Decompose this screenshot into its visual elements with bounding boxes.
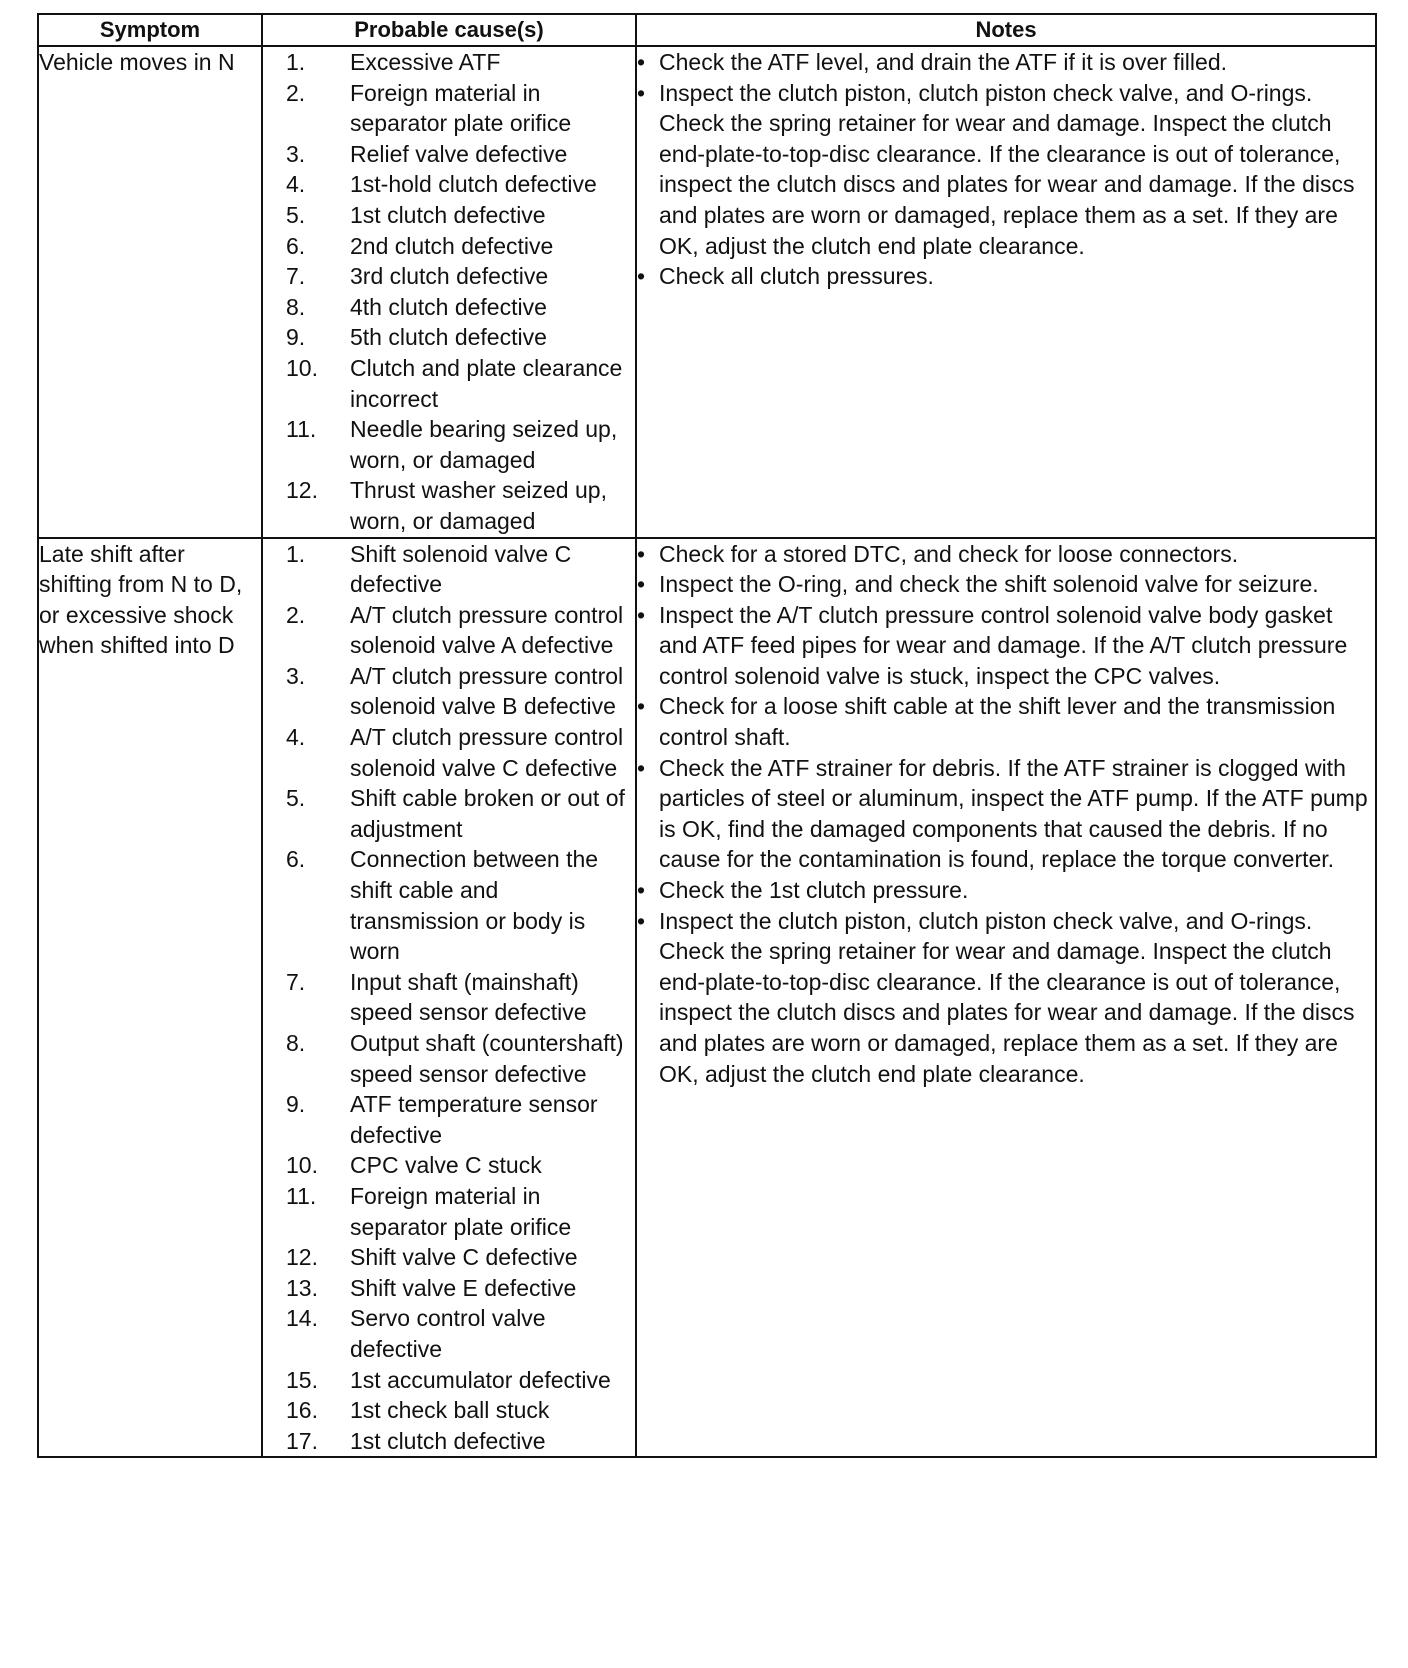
cause-text: CPC valve C stuck [350,1152,542,1179]
cause-text: A/T clutch pressure control solenoid valve A defective [350,601,624,659]
cause-number: 5. [286,201,306,228]
cause-item [263,722,635,783]
cause-text: Servo control valve defective [350,1305,546,1362]
cause-number: 8. [286,1030,306,1056]
bullet-icon: • [637,754,646,781]
cause-item [263,139,635,170]
cause-text: 5th clutch defective [350,324,547,351]
note-item [637,47,1375,78]
cause-number: 14. [286,1305,318,1332]
cause-number: 6. [286,846,306,873]
cause-item [263,353,635,414]
cause-text: 1st-hold clutch defective [350,171,597,198]
note-item [637,261,1375,292]
note-text: Inspect the O-ring, and check the shift solenoid valve for seizure. [659,571,1319,598]
cause-number: 4. [286,724,306,751]
cause-text: 1st clutch defective [350,1427,546,1454]
cause-number: 10. [286,1152,318,1179]
cause-item [263,661,635,722]
cause-item [263,1303,635,1364]
cause-number: 1. [286,49,306,75]
cause-text: Foreign material in separator plate orifice [350,79,572,137]
note-text: Inspect the clutch piston, clutch piston check valve, and O-rings. Check the spring retainer for wear and damage. Inspect the clutch end-plate-to-top-disc clearance. If the clearance is out of tolerance, inspect the clutch discs and plates for wear and damage. If the discs and plates are worn or damaged, replace them as a set. If they are OK, adjust the clutch end plate clearance. [659,907,1355,1087]
cause-text: 4th clutch defective [350,293,547,320]
note-text: Check for a loose shift cable at the shift lever and the transmission control shaft. [659,693,1336,751]
bullet-icon: • [637,49,646,75]
cause-text: Shift valve E defective [350,1274,577,1301]
bullet-icon: • [637,79,646,106]
cause-text: A/T clutch pressure control solenoid valve B defective [350,662,624,720]
header-symptom: Symptom [38,14,262,46]
cause-text: Connection between the shift cable and transmission or body is worn [350,846,599,965]
bullet-icon: • [637,601,646,628]
header-row [38,14,1376,46]
note-text: Inspect the A/T clutch pressure control solenoid valve body gasket and ATF feed pipes for wear and damage. If the A/T clutch pressure control solenoid valve is stuck, inspect the CPC valves. [659,601,1348,689]
cause-text: Clutch and plate clearance incorrect [350,354,623,412]
cause-item [263,600,635,661]
bullet-icon: • [637,263,646,290]
cause-text: 1st clutch defective [350,201,546,228]
cause-text: Shift cable broken or out of adjustment [350,785,625,842]
cause-item [263,261,635,292]
cause-text: 1st accumulator defective [350,1366,611,1393]
notes-list [637,539,1375,1090]
cause-number: 12. [286,1244,318,1271]
cause-number: 13. [286,1274,318,1301]
cause-number: 10. [286,354,318,381]
bullet-icon: • [637,571,646,598]
cause-item [263,231,635,262]
causes-cell [262,46,636,538]
cause-item [263,1181,635,1242]
cause-item [263,292,635,323]
cause-item [263,1089,635,1150]
cause-item [263,1426,635,1457]
cause-number: 9. [286,1091,306,1118]
cause-number: 4. [286,171,306,198]
note-text: Check the 1st clutch pressure. [659,877,969,904]
causes-cell [262,538,636,1458]
cause-text: Output shaft (countershaft) speed sensor defective [350,1030,624,1087]
cause-text: Shift valve C defective [350,1244,578,1271]
bullet-icon: • [637,693,646,720]
cause-number: 7. [286,968,306,995]
header-notes: Notes [636,14,1376,46]
cause-item [263,1150,635,1181]
cause-item [263,783,635,844]
cause-text: 1st check ball stuck [350,1397,550,1424]
cause-text: 2nd clutch defective [350,232,554,259]
cause-item [263,1365,635,1396]
cause-item [263,47,635,78]
cause-number: 8. [286,293,306,320]
cause-item [263,539,635,600]
cause-item [263,967,635,1028]
troubleshooting-page [37,13,1375,1458]
cause-item [263,200,635,231]
troubleshooting-table [37,13,1377,1458]
note-item [637,691,1375,752]
cause-item [263,78,635,139]
cause-number: 7. [286,263,306,290]
cause-number: 3. [286,140,306,167]
cause-number: 3. [286,662,306,689]
note-item [637,875,1375,906]
cause-text: Relief valve defective [350,140,568,167]
note-item [637,569,1375,600]
cause-text: ATF temperature sensor defective [350,1091,598,1148]
note-text: Check for a stored DTC, and check for loose connectors. [659,540,1239,567]
table-row [38,46,1376,538]
cause-item [263,1395,635,1426]
cause-text: Thrust washer seized up, worn, or damaged [350,477,607,534]
cause-item [263,475,635,536]
symptom-cell: Late shift after shifting from N to D, or excessive shock when shifted into D [38,538,262,1458]
cause-text: A/T clutch pressure control solenoid valve C defective [350,724,624,781]
cause-number: 2. [286,79,306,106]
cause-number: 2. [286,601,306,628]
cause-item [263,844,635,966]
notes-cell [636,538,1376,1458]
note-text: Check the ATF strainer for debris. If the ATF strainer is clogged with particles of steel or aluminum, inspect the ATF pump. If the ATF pump is OK, find the damaged components that caused the debris. If no cause for the contamination is found, replace the torque converter. [659,754,1368,873]
cause-number: 11. [286,1182,317,1209]
note-item [637,753,1375,875]
cause-text: Needle bearing seized up, worn, or damaged [350,416,618,473]
cause-number: 12. [286,477,318,504]
cause-item [263,1028,635,1089]
bullet-icon: • [637,907,646,934]
bullet-icon: • [637,877,646,904]
note-item [637,906,1375,1090]
note-text: Check all clutch pressures. [659,263,934,290]
notes-list [637,47,1375,292]
cause-text: Shift solenoid valve C defective [350,540,572,598]
cause-item [263,322,635,353]
table-row [38,538,1376,1458]
cause-number: 16. [286,1397,318,1424]
note-item [637,600,1375,692]
cause-number: 6. [286,232,306,259]
cause-number: 15. [286,1366,318,1393]
cause-item [263,414,635,475]
notes-cell [636,46,1376,538]
header-probable-causes: Probable cause(s) [262,14,636,46]
cause-number: 1. [286,540,306,567]
cause-text: 3rd clutch defective [350,263,549,290]
cause-item [263,169,635,200]
note-text: Inspect the clutch piston, clutch piston check valve, and O-rings. Check the spring retainer for wear and damage. Inspect the clutch end-plate-to-top-disc clearance. If the clearance is out of tolerance, inspect the clutch discs and plates for wear and damage. If the discs and plates are worn or damaged, replace them as a set. If they are OK, adjust the clutch end plate clearance. [659,79,1355,259]
cause-number: 11. [286,416,317,443]
cause-text: Foreign material in separator plate orifice [350,1182,572,1240]
note-item [637,539,1375,570]
bullet-icon: • [637,540,646,567]
cause-item [263,1273,635,1304]
cause-number: 17. [286,1427,318,1454]
cause-item [263,1242,635,1273]
cause-text: Excessive ATF [350,49,501,75]
cause-number: 9. [286,324,306,351]
cause-number: 5. [286,785,306,812]
symptom-cell: Vehicle moves in N [38,46,262,538]
note-text: Check the ATF level, and drain the ATF if it is over filled. [659,49,1228,75]
cause-text: Input shaft (mainshaft) speed sensor defective [350,968,587,1026]
note-item [637,78,1375,262]
